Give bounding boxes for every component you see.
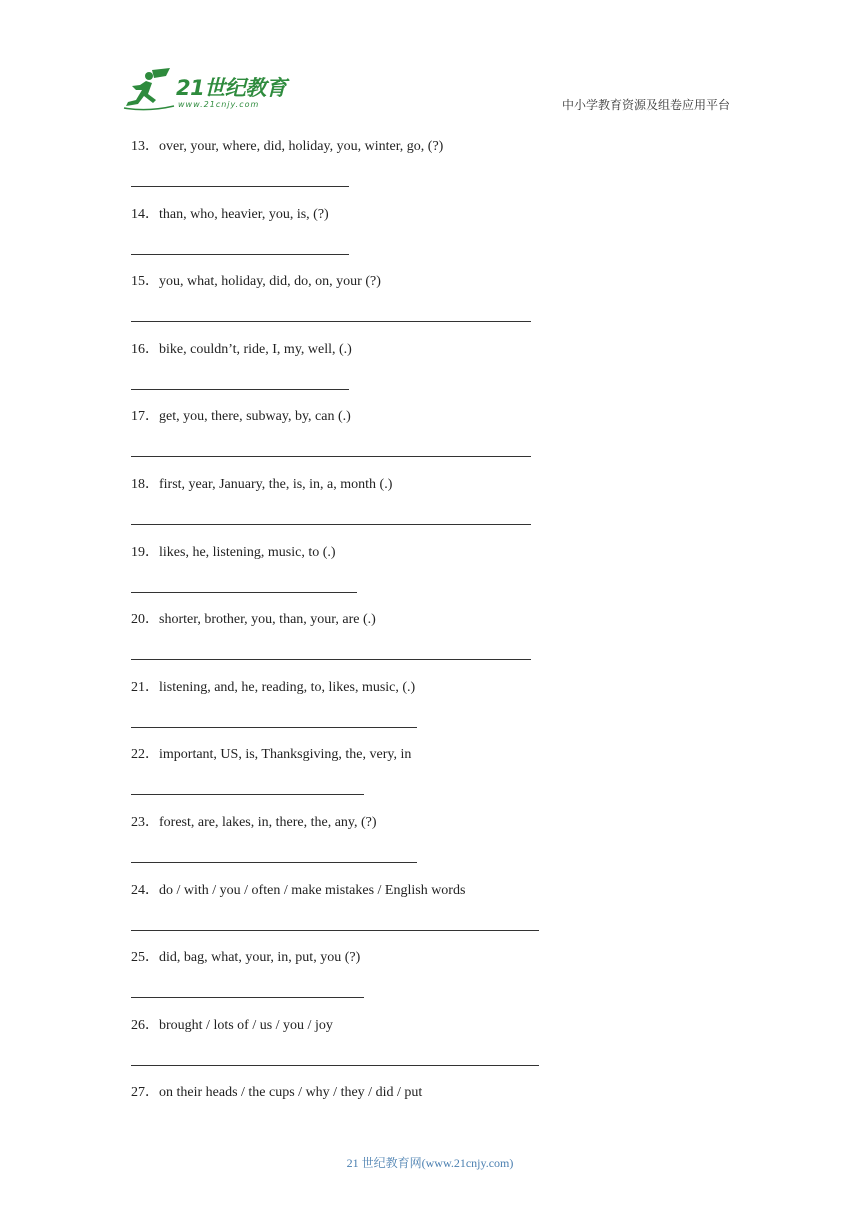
answer-line[interactable] [131, 997, 364, 998]
answer-line[interactable] [131, 659, 531, 660]
header-platform-text: 中小学教育资源及组卷应用平台 [561, 98, 730, 112]
question-item [131, 878, 731, 946]
question-text: 20．shorter, brother, you, than, your, are (.) [131, 612, 376, 628]
question-text: 18．first, year, January, the, is, in, a, month (.) [131, 476, 393, 492]
question-item [131, 1013, 731, 1081]
logo [122, 66, 292, 116]
logo-text: 21世纪教育 [176, 76, 287, 100]
footer-text: 21 世纪教育网(www.21cnjy.com) [346, 1156, 514, 1170]
question-text: 13．over, your, where, did, holiday, you, winter, go, (?) [131, 139, 444, 154]
answer-line[interactable] [131, 254, 349, 255]
answer-line[interactable] [131, 727, 417, 728]
answer-line[interactable] [131, 794, 364, 795]
runner-logo-icon [122, 66, 176, 112]
question-item [131, 134, 731, 202]
page-header [0, 0, 860, 130]
question-text: 22．important, US, is, Thanksgiving, the, very, in [131, 747, 412, 763]
question-text: 14．than, who, heavier, you, is, (?) [131, 206, 329, 222]
question-text: 23．forest, are, lakes, in, there, the, any, (?) [131, 814, 377, 830]
question-text: 26．brought / lots of / us / you / joy [131, 1017, 333, 1033]
answer-line[interactable] [131, 592, 357, 593]
question-item [131, 269, 731, 337]
answer-line[interactable] [131, 1065, 539, 1066]
question-text: 27．on their heads / the cups / why / they / did / put [131, 1085, 423, 1101]
answer-line[interactable] [131, 389, 349, 390]
question-item [131, 810, 731, 878]
question-item [131, 404, 731, 472]
question-item [131, 945, 731, 1013]
question-item [131, 1080, 731, 1148]
question-text: 21．listening, and, he, reading, to, likes, music, (.) [131, 679, 416, 695]
question-item [131, 742, 731, 810]
answer-line[interactable] [131, 186, 349, 187]
answer-line[interactable] [131, 524, 531, 525]
question-item [131, 675, 731, 743]
question-item [131, 607, 731, 675]
answer-line[interactable] [131, 930, 539, 931]
question-text: 17．get, you, there, subway, by, can (.) [131, 409, 351, 425]
question-item [131, 540, 731, 608]
question-item [131, 202, 731, 270]
question-text: 25．did, bag, what, your, in, put, you (?) [131, 950, 361, 966]
answer-line[interactable] [131, 862, 417, 863]
logo-url: www.21cnjy.com [178, 100, 260, 109]
answer-line[interactable] [131, 321, 531, 322]
question-item [131, 337, 731, 405]
question-text: 19．likes, he, listening, music, to (.) [131, 544, 336, 560]
question-list [131, 134, 731, 1148]
answer-line[interactable] [131, 456, 531, 457]
question-text: 24．do / with / you / often / make mistakes / English words [131, 882, 466, 898]
question-item [131, 472, 731, 540]
question-text: 16．bike, couldn’t, ride, I, my, well, (.) [131, 341, 352, 357]
question-text: 15．you, what, holiday, did, do, on, your (?) [131, 274, 381, 290]
